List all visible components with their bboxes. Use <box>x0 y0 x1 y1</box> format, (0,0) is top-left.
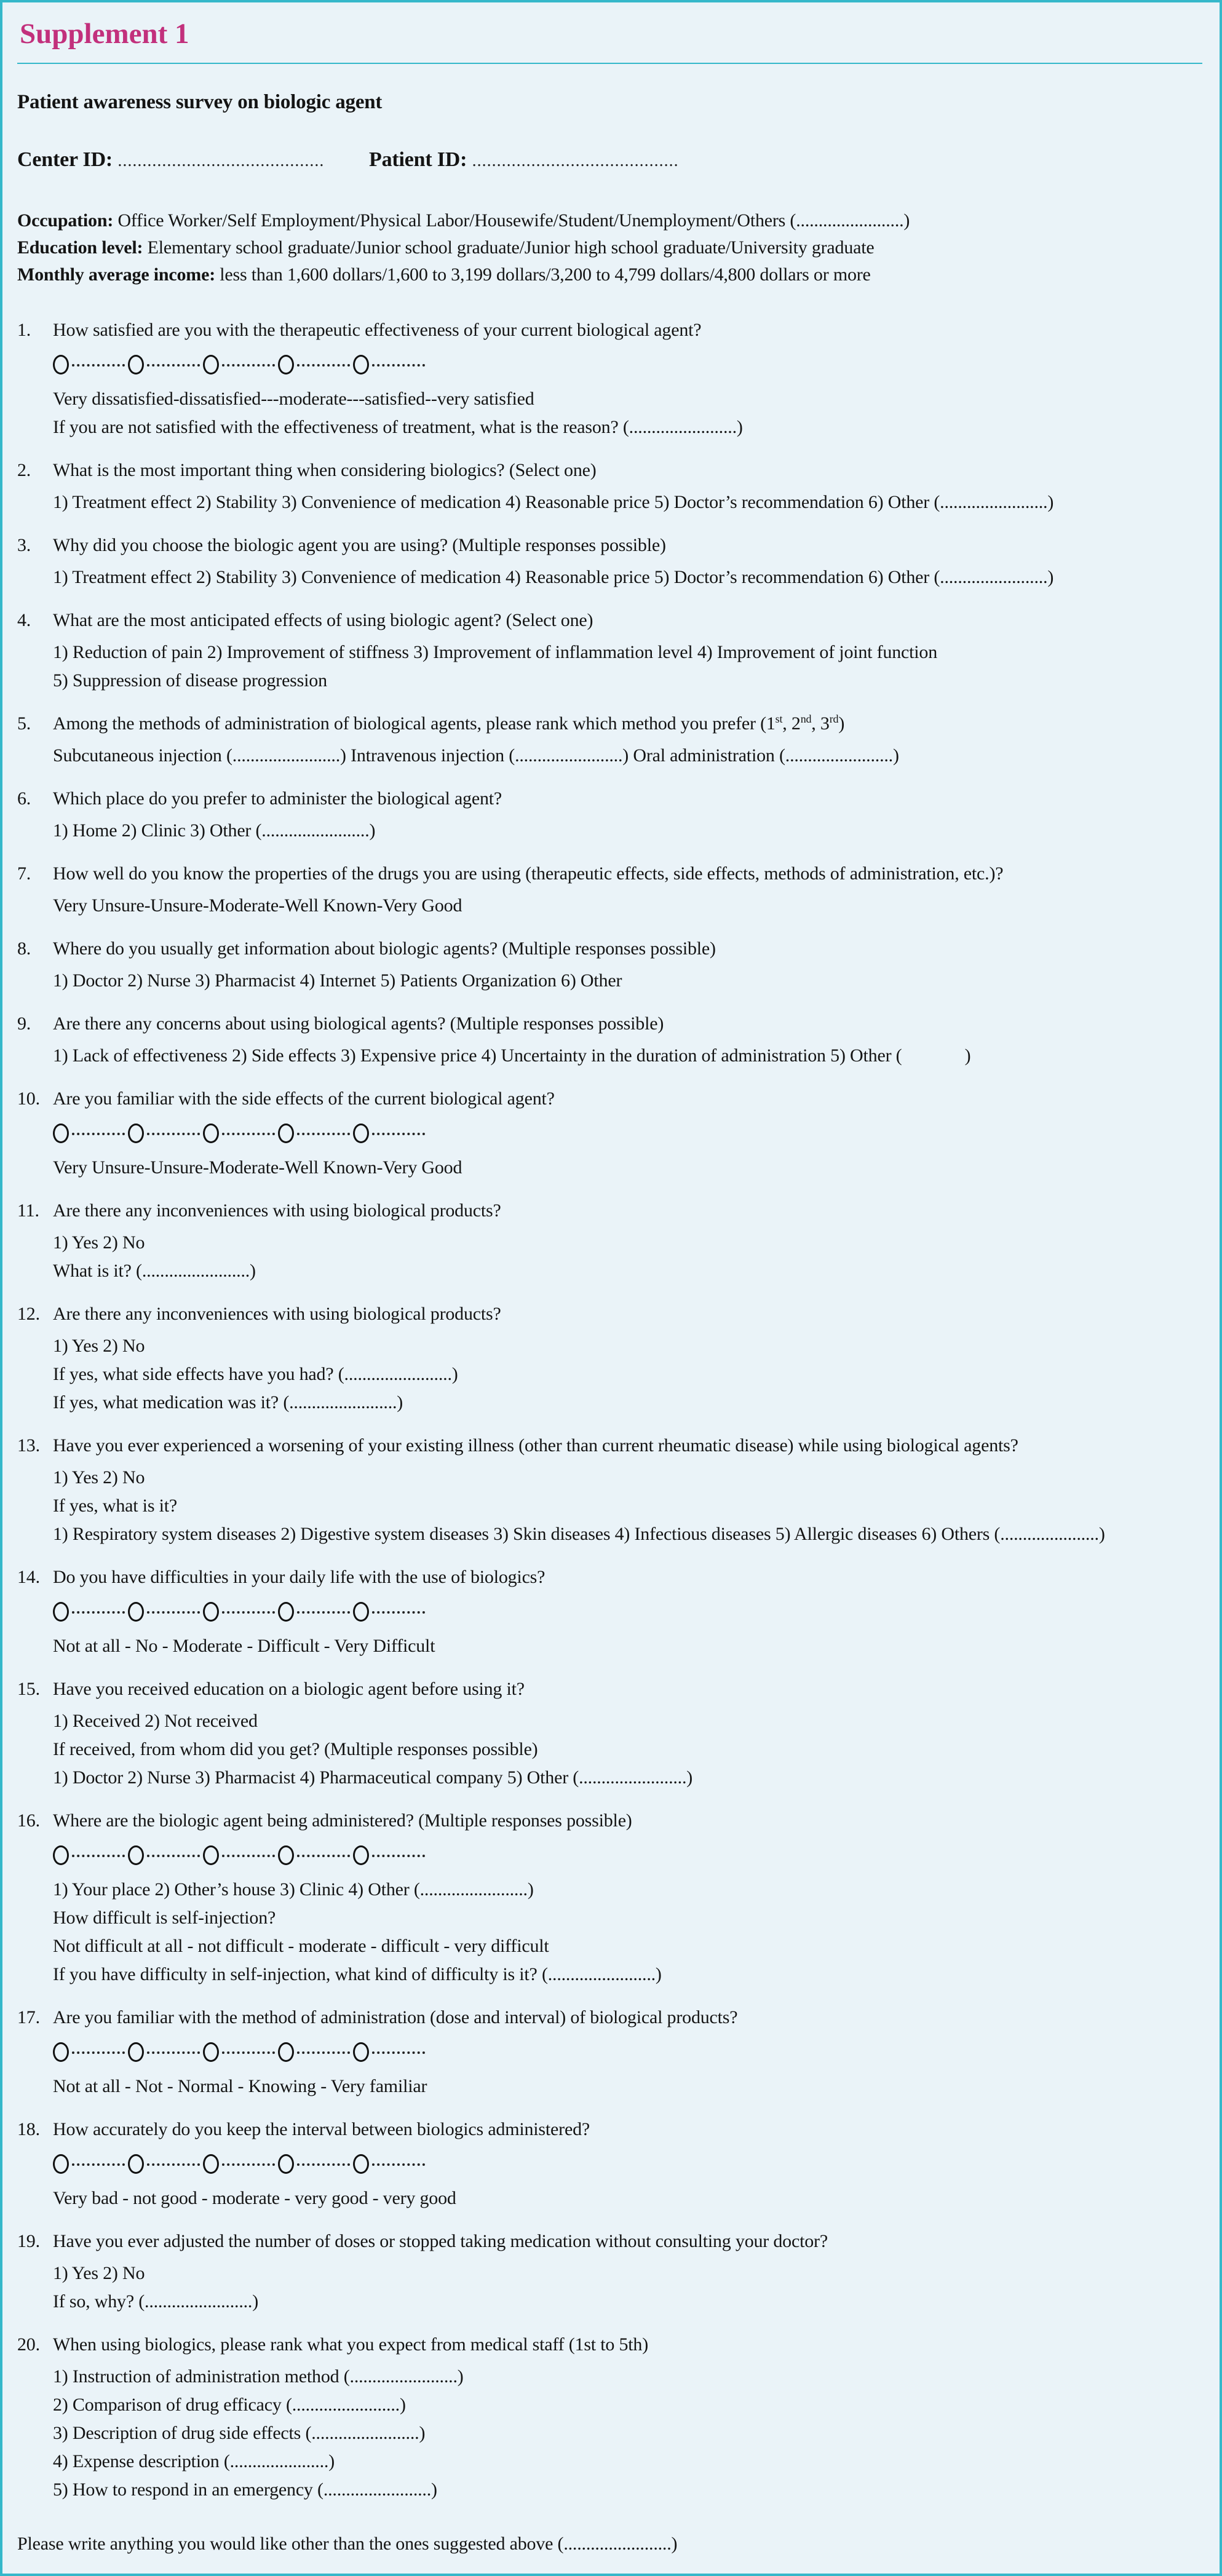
option-line: 1) Lack of effectiveness 2) Side effects 3) Expensive price 4) Uncertainty in the duration of administration 5) Other ( ) <box>53 1045 971 1066</box>
scale-circle-icon <box>53 355 69 375</box>
occupation-line <box>17 207 1204 234</box>
scale-circle-icon <box>353 2042 369 2062</box>
scale-circle-icon <box>278 2042 294 2062</box>
question-head <box>17 860 1204 887</box>
question <box>16 457 1204 516</box>
question-number: 11. <box>17 1200 39 1221</box>
question <box>16 1010 1204 1069</box>
scale-circle-icon <box>203 2042 219 2062</box>
option-line: If so, why? (........................) <box>53 2291 259 2312</box>
patient-id-label: Patient ID: <box>369 148 467 171</box>
option-line: 1) Treatment effect 2) Stability 3) Convenience of medication 4) Reasonable price 5) Doctor’s recommendation 6) Other (........................) <box>53 492 1054 512</box>
question <box>16 532 1204 591</box>
question-text: Do you have difficulties in your daily life with the use of biologics? <box>53 1567 546 1587</box>
question-head <box>17 1197 1204 1224</box>
question-head <box>17 2228 1204 2255</box>
question-number: 16. <box>17 1810 40 1831</box>
question-number: 10. <box>17 1088 40 1109</box>
scale-circle-icon <box>278 1124 294 1143</box>
ordinal-superscript: rd <box>829 713 839 725</box>
question-head <box>17 1301 1204 1328</box>
question-number: 5. <box>17 713 31 734</box>
scale-dots <box>147 2051 200 2054</box>
question <box>16 785 1204 844</box>
option-line: Not at all - Not - Normal - Knowing - Very familiar <box>53 2076 427 2096</box>
education-options: Elementary school graduate/Junior school graduate/Junior high school graduate/University graduate <box>143 237 875 258</box>
center-id-label: Center ID: <box>17 148 113 171</box>
question-text: How well do you know the properties of the drugs you are using (therapeutic effects, side effects, methods of administration, etc.)? <box>53 863 1004 884</box>
scale-circle-icon <box>53 2154 69 2174</box>
option-line: 1) Received 2) Not received <box>53 1711 258 1731</box>
scale-dots <box>372 1611 425 1614</box>
occupation-options: Office Worker/Self Employment/Physical Labor/Housewife/Student/Unemployment/Others (........................) <box>113 210 910 231</box>
option-line: How difficult is self-injection? <box>53 1908 276 1928</box>
question-head <box>17 2331 1204 2358</box>
question-number: 17. <box>17 2007 40 2027</box>
scale-circle-icon <box>278 2154 294 2174</box>
option-line: Subcutaneous injection (........................) Intravenous injection (........................) Oral administration (........................) <box>53 745 899 766</box>
scale-circle-icon <box>203 1845 219 1865</box>
scale-circle-icon <box>353 355 369 375</box>
scale-dots <box>372 1133 425 1135</box>
question-list <box>16 317 1204 2503</box>
scale-circle-icon <box>53 2042 69 2062</box>
question-number: 6. <box>17 788 31 809</box>
option-line: 4) Expense description (......................) <box>53 2451 335 2471</box>
scale-circle-icon <box>203 1124 219 1143</box>
footer-note: Please write anything you would like other than the ones suggested above (........................) <box>17 2534 678 2554</box>
option-line: 1) Your place 2) Other’s house 3) Clinic 4) Other (........................) <box>53 1879 534 1900</box>
scale-dots <box>72 2163 125 2166</box>
question-head <box>17 1085 1204 1112</box>
scale-circle-icon <box>203 355 219 375</box>
option-line: 1) Reduction of pain 2) Improvement of stiffness 3) Improvement of inflammation level 4) Improvement of joint function <box>53 642 937 662</box>
question-head <box>17 607 1204 634</box>
scale-dots <box>147 1611 200 1614</box>
question-head <box>17 710 1204 737</box>
option-line: 2) Comparison of drug efficacy (........................) <box>53 2395 406 2415</box>
question-text: Are there any inconveniences with using biological products? <box>53 1200 501 1221</box>
option-line: Very dissatisfied-dissatisfied---moderate---satisfied--very satisfied <box>53 389 534 409</box>
option-line: 1) Home 2) Clinic 3) Other (........................) <box>53 820 376 841</box>
scale-dots <box>372 1855 425 1857</box>
scale-circle-icon <box>53 1845 69 1865</box>
option-line: 3) Description of drug side effects (........................) <box>53 2423 426 2443</box>
question-text: How accurately do you keep the interval between biologics administered? <box>53 2119 590 2139</box>
scale-dots <box>72 2051 125 2054</box>
question-head <box>17 317 1204 344</box>
option-line: Very Unsure-Unsure-Moderate-Well Known-Very Good <box>53 1157 462 1178</box>
question-number: 14. <box>17 1567 40 1587</box>
scale-circle-icon <box>203 1602 219 1622</box>
scale-circle-icon <box>53 1124 69 1143</box>
question <box>16 1432 1204 1548</box>
question <box>16 607 1204 694</box>
question <box>16 1197 1204 1285</box>
question-text: What are the most anticipated effects of using biologic agent? (Select one) <box>53 610 593 630</box>
scale-circle-icon <box>278 1602 294 1622</box>
scale-dots <box>147 2163 200 2166</box>
scale-dots <box>372 364 425 367</box>
scale-dots <box>72 1611 125 1614</box>
scale-dots <box>222 364 275 367</box>
question-text: What is the most important thing when considering biologics? (Select one) <box>53 460 597 480</box>
question-head <box>17 1010 1204 1037</box>
ordinal-superscript: nd <box>800 713 812 725</box>
scale-circle-icon <box>128 2042 144 2062</box>
scale-circle-icon <box>353 1602 369 1622</box>
scale-circle-icon <box>353 1845 369 1865</box>
question-text: Have you ever adjusted the number of doses or stopped taking medication without consulting your doctor? <box>53 2231 828 2251</box>
option-line: Very Unsure-Unsure-Moderate-Well Known-Very Good <box>53 895 462 916</box>
option-line: Not at all - No - Moderate - Difficult - Very Difficult <box>53 1636 435 1656</box>
option-line: Not difficult at all - not difficult - moderate - difficult - very difficult <box>53 1936 549 1956</box>
scale-dots <box>222 1133 275 1135</box>
question-text: Are there any inconveniences with using biological products? <box>53 1304 501 1324</box>
scale-dots <box>147 1133 200 1135</box>
option-line: 1) Yes 2) No <box>53 1467 145 1488</box>
question-number: 7. <box>17 863 31 884</box>
scale-dots <box>72 364 125 367</box>
question-text: Have you received education on a biologic agent before using it? <box>53 1679 525 1699</box>
option-line: If yes, what side effects have you had? (........................) <box>53 1364 458 1384</box>
demographics-block <box>17 207 1204 288</box>
scale-circle-icon <box>353 2154 369 2174</box>
question <box>16 1807 1204 1988</box>
question-text: Among the methods of administration of biological agents, please rank which method you prefer (1st, 2nd, 3rd) <box>53 713 845 734</box>
question-head <box>17 1432 1204 1459</box>
scale-dots <box>222 1611 275 1614</box>
question-number: 15. <box>17 1679 40 1699</box>
scale-dots <box>297 364 350 367</box>
option-line: If yes, what medication was it? (........................) <box>53 1392 403 1413</box>
scale-dots <box>222 1855 275 1857</box>
likert-scale <box>53 1843 1204 1868</box>
option-line: 1) Yes 2) No <box>53 2263 145 2283</box>
question <box>16 2228 1204 2315</box>
question-text: When using biologics, please rank what you expect from medical staff (1st to 5th) <box>53 2334 648 2355</box>
income-options: less than 1,600 dollars/1,600 to 3,199 dollars/3,200 to 4,799 dollars/4,800 dollars or more <box>215 264 871 285</box>
survey-title: Patient awareness survey on biologic agent <box>17 91 383 113</box>
option-line: 5) How to respond in an emergency (........................) <box>53 2479 437 2500</box>
scale-dots <box>372 2051 425 2054</box>
question <box>16 2331 1204 2503</box>
question <box>16 1564 1204 1660</box>
question <box>16 935 1204 994</box>
question-text: Are you familiar with the method of administration (dose and interval) of biological products? <box>53 2007 738 2027</box>
option-line: If received, from whom did you get? (Multiple responses possible) <box>53 1739 538 1759</box>
scale-dots <box>222 2051 275 2054</box>
scale-dots <box>72 1855 125 1857</box>
option-line: 1) Doctor 2) Nurse 3) Pharmacist 4) Internet 5) Patients Organization 6) Other <box>53 970 622 991</box>
question <box>16 860 1204 919</box>
patient-id-blank: .......................................... <box>472 151 679 170</box>
scale-dots <box>297 1611 350 1614</box>
question-number: 9. <box>17 1013 31 1034</box>
question-head <box>17 2116 1204 2143</box>
likert-scale <box>53 1599 1204 1624</box>
question-number: 8. <box>17 938 31 959</box>
scale-dots <box>72 1133 125 1135</box>
question-head <box>17 1564 1204 1591</box>
supplement-heading: Supplement 1 <box>20 18 189 50</box>
scale-dots <box>297 1133 350 1135</box>
question-number: 18. <box>17 2119 40 2139</box>
scale-dots <box>297 1855 350 1857</box>
scale-dots <box>147 1855 200 1857</box>
option-line: 1) Treatment effect 2) Stability 3) Convenience of medication 4) Reasonable price 5) Doctor’s recommendation 6) Other (........................) <box>53 567 1054 587</box>
scale-circle-icon <box>128 355 144 375</box>
question <box>16 1085 1204 1181</box>
scale-dots <box>297 2163 350 2166</box>
income-label: Monthly average income: <box>17 264 215 285</box>
question <box>16 710 1204 769</box>
question-head <box>17 532 1204 559</box>
header-divider <box>17 63 1202 64</box>
education-line <box>17 234 1204 261</box>
question-head <box>17 1676 1204 1703</box>
question-text: Where are the biologic agent being administered? (Multiple responses possible) <box>53 1810 632 1831</box>
question-text: Why did you choose the biologic agent you are using? (Multiple responses possible) <box>53 535 666 555</box>
question-number: 12. <box>17 1304 40 1324</box>
question-number: 13. <box>17 1435 40 1456</box>
option-line: If yes, what is it? <box>53 1496 177 1516</box>
question-text: Are there any concerns about using biological agents? (Multiple responses possible) <box>53 1013 664 1034</box>
question-number: 19. <box>17 2231 40 2251</box>
likert-scale <box>53 352 1204 377</box>
likert-scale <box>53 2152 1204 2176</box>
scale-dots <box>147 364 200 367</box>
question-number: 20. <box>17 2334 40 2355</box>
option-line: What is it? (........................) <box>53 1261 256 1281</box>
scale-circle-icon <box>128 1124 144 1143</box>
question-head <box>17 1807 1204 1834</box>
question <box>16 2116 1204 2212</box>
income-line <box>17 261 1204 288</box>
question-text: Have you ever experienced a worsening of your existing illness (other than current rheumatic disease) while using biological agents? <box>53 1435 1018 1456</box>
likert-scale <box>53 1121 1204 1146</box>
scale-dots <box>297 2051 350 2054</box>
question-head <box>17 785 1204 812</box>
question-head <box>17 457 1204 484</box>
question-number: 3. <box>17 535 31 555</box>
question <box>16 317 1204 441</box>
scale-circle-icon <box>278 355 294 375</box>
scale-circle-icon <box>128 1845 144 1865</box>
question <box>16 2004 1204 2100</box>
education-label: Education level: <box>17 237 143 258</box>
ordinal-superscript: st <box>775 713 783 725</box>
question-text: Where do you usually get information about biologic agents? (Multiple responses possible) <box>53 938 716 959</box>
question <box>16 1676 1204 1791</box>
option-line: 5) Suppression of disease progression <box>53 670 327 691</box>
question <box>16 1301 1204 1416</box>
question-text: How satisfied are you with the therapeutic effectiveness of your current biological agent? <box>53 320 702 340</box>
option-line: 1) Yes 2) No <box>53 1232 145 1253</box>
option-line: Very bad - not good - moderate - very good - very good <box>53 2188 456 2208</box>
question-number: 2. <box>17 460 31 480</box>
option-line: 1) Doctor 2) Nurse 3) Pharmacist 4) Pharmaceutical company 5) Other (........................) <box>53 1767 693 1788</box>
scale-circle-icon <box>278 1845 294 1865</box>
scale-circle-icon <box>128 1602 144 1622</box>
scale-circle-icon <box>203 2154 219 2174</box>
option-line: If you have difficulty in self-injection, what kind of difficulty is it? (........................) <box>53 1964 662 1984</box>
question-text: Are you familiar with the side effects of the current biological agent? <box>53 1088 555 1109</box>
option-line: 1) Yes 2) No <box>53 1336 145 1356</box>
scale-circle-icon <box>128 2154 144 2174</box>
center-id-blank: .......................................... <box>117 151 325 170</box>
question-number: 1. <box>17 320 31 340</box>
scale-circle-icon <box>53 1602 69 1622</box>
scale-circle-icon <box>353 1124 369 1143</box>
question-head <box>17 935 1204 962</box>
question-text: Which place do you prefer to administer the biological agent? <box>53 788 502 809</box>
scale-dots <box>222 2163 275 2166</box>
question-head <box>17 2004 1204 2031</box>
scale-dots <box>372 2163 425 2166</box>
likert-scale <box>53 2040 1204 2064</box>
id-row <box>17 148 1204 172</box>
option-line: 1) Instruction of administration method (........................) <box>53 2366 464 2387</box>
occupation-label: Occupation: <box>17 210 114 231</box>
option-line: If you are not satisfied with the effectiveness of treatment, what is the reason? (........................) <box>53 417 743 437</box>
question-number: 4. <box>17 610 31 630</box>
option-line: 1) Respiratory system diseases 2) Digestive system diseases 3) Skin diseases 4) Infectious diseases 5) Allergic diseases 6) Others (......................) <box>53 1524 1105 1544</box>
